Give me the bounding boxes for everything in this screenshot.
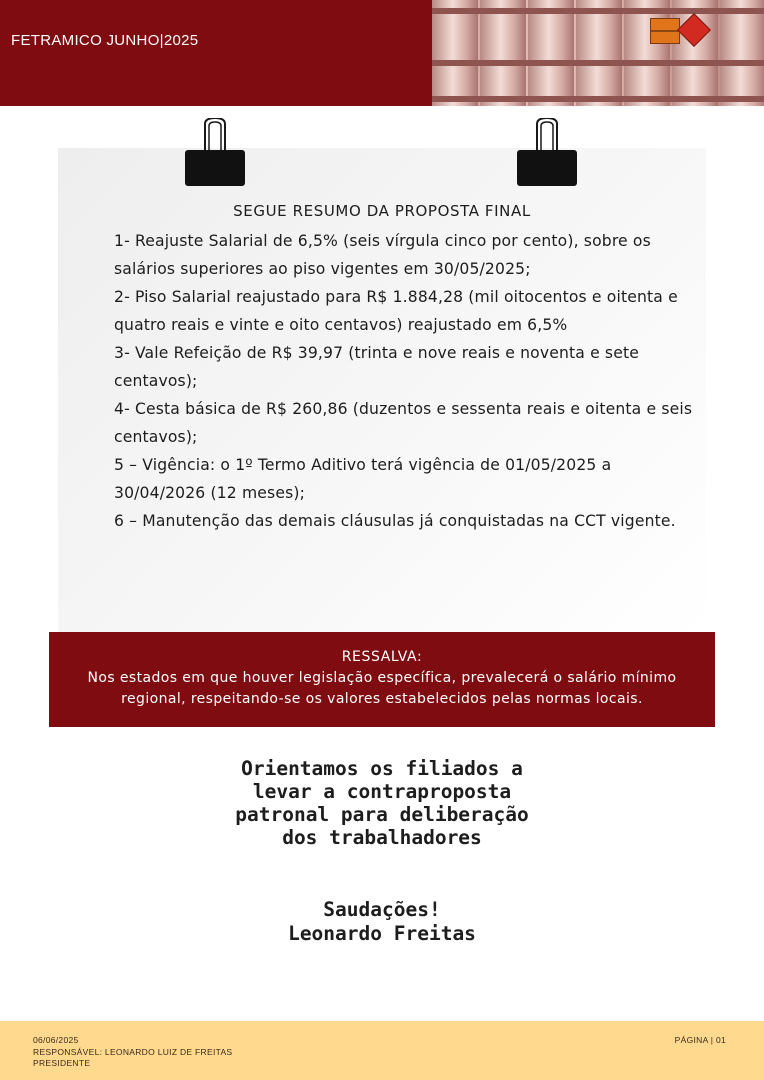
proposal-title: SEGUE RESUMO DA PROPOSTA FINAL — [233, 202, 531, 220]
ressalva-title: RESSALVA: — [341, 649, 423, 665]
footer-responsible: RESPONSÁVEL: LEONARDO LUIZ DE FREITAS — [33, 1046, 233, 1057]
binder-clip-left-icon — [183, 118, 247, 188]
message-line: levar a contraproposta — [252, 780, 512, 803]
proposal-item: 2- Piso Salarial reajustado para R$ 1.884,28 (mil oitocentos e oitenta e quatro reais e vinte e oito centavos) reajustado em 6,5% — [114, 288, 678, 334]
proposal-item: 1- Reajuste Salarial de 6,5% (seis vírgula cinco por cento), sobre os salários superiores ao piso vigentes em 30/05/2025; — [114, 232, 651, 278]
closing — [170, 898, 594, 946]
message-line: dos trabalhadores — [282, 826, 482, 849]
footer-role: PRESIDENTE — [33, 1058, 91, 1068]
message-line: Orientamos os filiados a — [241, 757, 523, 780]
footer-date: 06/06/2025 — [33, 1035, 79, 1045]
proposal-item: 6 – Manutenção das demais cláusulas já conquistadas na CCT vigente. — [114, 512, 676, 530]
orientation-message — [170, 757, 594, 849]
binder-clip-right-icon — [515, 118, 579, 188]
hazard-placard-icon — [650, 18, 680, 44]
greeting: Saudações! — [323, 898, 441, 921]
ressalva-text: Nos estados em que houver legislação específica, prevalecerá o salário mínimo regional, respeitando-se os valores estabelecidos pelas normas locais. — [87, 670, 677, 707]
footer-info — [33, 1035, 232, 1070]
footer-bar — [0, 1021, 764, 1080]
header-photo-gas-cylinders — [432, 0, 764, 106]
proposal-item: 5 – Vigência: o 1º Termo Aditivo terá vigência de 01/05/2025 a 30/04/2026 (12 meses); — [114, 456, 612, 502]
header-title: FETRAMICO JUNHO|2025 — [11, 32, 199, 49]
signature: Leonardo Freitas — [288, 922, 476, 945]
page-number: PÁGINA | 01 — [674, 1035, 726, 1045]
proposal-item: 3- Vale Refeição de R$ 39,97 (trinta e nove reais e noventa e sete centavos); — [114, 344, 639, 390]
proposal-list — [114, 227, 694, 535]
message-line: patronal para deliberação — [235, 803, 529, 826]
proposal-item: 4- Cesta básica de R$ 260,86 (duzentos e sessenta reais e oitenta e seis centavos); — [114, 400, 693, 446]
ressalva-box — [49, 632, 715, 727]
